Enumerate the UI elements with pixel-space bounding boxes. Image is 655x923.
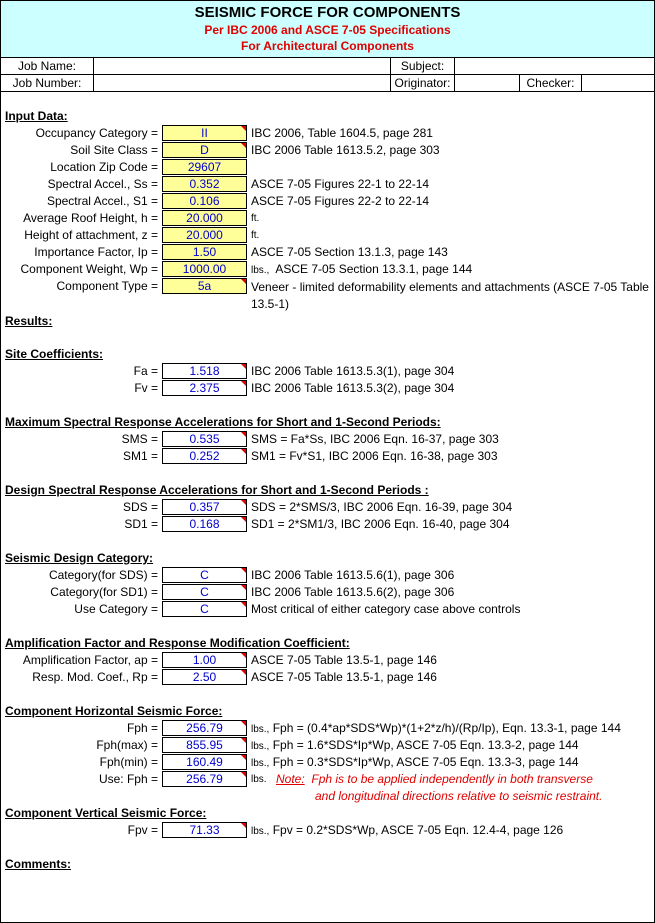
fa-label: Fa = bbox=[133, 364, 158, 378]
job-name-label: Job Name: bbox=[17, 59, 77, 73]
fpv-value: 71.33 bbox=[162, 822, 247, 838]
component-type-label: Component Type = bbox=[56, 279, 158, 293]
roof-height-input[interactable]: 20.000 bbox=[162, 210, 247, 226]
fph-label: Fph = bbox=[126, 721, 158, 735]
soil-class-input[interactable]: D bbox=[162, 142, 247, 158]
fa-ref: IBC 2006 Table 1613.5.3(1), page 304 bbox=[251, 364, 455, 378]
sd1-ref: SD1 = 2*SM1/3, IBC 2006 Eqn. 16-40, page 304 bbox=[251, 517, 510, 531]
fph-ref-text: Fph = (0.4*ap*SDS*Wp)*(1+2*z/h)/(Rp/Ip), Eqn. 13.3-1, page 144 bbox=[272, 721, 621, 735]
input-data-heading: Input Data: bbox=[5, 109, 68, 123]
fpv-label: Fpv = bbox=[127, 823, 158, 837]
importance-factor-ref: ASCE 7-05 Section 13.1.3, page 143 bbox=[251, 245, 448, 259]
component-weight-ref-text: ASCE 7-05 Section 13.3.1, page 144 bbox=[275, 262, 473, 276]
fpv-ref bbox=[251, 823, 563, 837]
horizontal-force-heading: Component Horizontal Seismic Force: bbox=[5, 704, 223, 718]
fpv-ref-text: Fpv = 0.2*SDS*Wp, ASCE 7-05 Eqn. 12.4-4, page 126 bbox=[272, 823, 564, 837]
results-heading: Results: bbox=[5, 314, 53, 328]
subject-field[interactable] bbox=[454, 58, 654, 74]
ap-ref: ASCE 7-05 Table 13.5-1, page 146 bbox=[251, 653, 437, 667]
sds-value: 0.357 bbox=[162, 499, 247, 515]
category-sds-value: C bbox=[162, 567, 247, 583]
page-title: SEISMIC FORCE FOR COMPONENTS bbox=[194, 4, 461, 21]
category-sds-label: Category(for SDS) = bbox=[48, 568, 158, 582]
sds-ref: SDS = 2*SMS/3, IBC 2006 Eqn. 16-39, page 304 bbox=[251, 500, 513, 514]
category-sds-ref: IBC 2006 Table 1613.5.6(1), page 306 bbox=[251, 568, 455, 582]
importance-factor-input[interactable]: 1.50 bbox=[162, 244, 247, 260]
zip-code-input[interactable]: 29607 bbox=[162, 159, 247, 175]
use-category-ref: Most critical of either category case above controls bbox=[251, 602, 521, 616]
fph-min-ref bbox=[251, 755, 579, 769]
use-fph-unit: lbs. bbox=[251, 774, 267, 785]
ap-value: 1.00 bbox=[162, 652, 247, 668]
site-coefficients-heading: Site Coefficients: bbox=[5, 347, 104, 361]
fph-note-label: Note: bbox=[276, 772, 305, 786]
fph-max-label: Fph(max) = bbox=[96, 738, 158, 752]
fv-ref: IBC 2006 Table 1613.5.3(2), page 304 bbox=[251, 381, 455, 395]
vertical-force-heading: Component Vertical Seismic Force: bbox=[5, 806, 207, 820]
fph-note bbox=[276, 772, 593, 786]
job-number-label: Job Number: bbox=[12, 76, 82, 90]
category-sd1-value: C bbox=[162, 584, 247, 600]
component-weight-input[interactable]: 1000.00 bbox=[162, 261, 247, 277]
fph-max-ref-text: Fph = 1.6*SDS*Ip*Wp, ASCE 7-05 Eqn. 13.3-2, page 144 bbox=[272, 738, 579, 752]
component-type-input[interactable]: 5a bbox=[162, 278, 247, 294]
job-name-field[interactable] bbox=[93, 58, 390, 74]
fa-value: 1.518 bbox=[162, 363, 247, 379]
fph-ref bbox=[251, 721, 621, 735]
s1-label: Spectral Accel., S1 = bbox=[46, 194, 158, 208]
max-spectral-heading: Maximum Spectral Response Accelerations for Short and 1-Second Periods: bbox=[5, 415, 441, 429]
sms-value: 0.535 bbox=[162, 431, 247, 447]
fph-note-line1: Fph is to be applied independently in both transverse bbox=[311, 772, 593, 786]
category-sd1-label: Category(for SD1) = bbox=[50, 585, 158, 599]
attach-height-input[interactable]: 20.000 bbox=[162, 227, 247, 243]
s1-ref: ASCE 7-05 Figures 22-2 to 22-14 bbox=[251, 194, 430, 208]
zip-code-label: Location Zip Code = bbox=[50, 160, 158, 174]
checker-field[interactable] bbox=[581, 75, 654, 91]
ss-input[interactable]: 0.352 bbox=[162, 176, 247, 192]
sm1-value: 0.252 bbox=[162, 448, 247, 464]
roof-height-label: Average Roof Height, h = bbox=[23, 211, 158, 225]
soil-class-label: Soil Site Class = bbox=[70, 143, 158, 157]
roof-height-unit: ft. bbox=[251, 213, 260, 224]
use-fph-value: 256.79 bbox=[162, 771, 247, 787]
fph-min-value: 160.49 bbox=[162, 754, 247, 770]
s1-input[interactable]: 0.106 bbox=[162, 193, 247, 209]
fv-label: Fv = bbox=[134, 381, 158, 395]
checker-label: Checker: bbox=[519, 75, 581, 91]
fph-min-label: Fph(min) = bbox=[99, 755, 158, 769]
fv-value: 2.375 bbox=[162, 380, 247, 396]
page-subtitle: Per IBC 2006 and ASCE 7-05 Specifications bbox=[204, 23, 451, 37]
fph-max-value: 855.95 bbox=[162, 737, 247, 753]
category-sd1-ref: IBC 2006 Table 1613.5.6(2), page 306 bbox=[251, 585, 455, 599]
fph-max-ref bbox=[251, 738, 579, 752]
component-weight-unit: lbs., bbox=[251, 265, 270, 276]
fph-min-ref-text: Fph = 0.3*SDS*Ip*Wp, ASCE 7-05 Eqn. 13.3-3, page 144 bbox=[272, 755, 579, 769]
rp-value: 2.50 bbox=[162, 669, 247, 685]
occupancy-input[interactable]: II bbox=[162, 125, 247, 141]
use-fph-label: Use: Fph = bbox=[98, 772, 158, 786]
importance-factor-label: Importance Factor, Ip = bbox=[34, 245, 158, 259]
sheet-header bbox=[1, 1, 654, 58]
originator-field[interactable] bbox=[454, 75, 519, 91]
job-row-1 bbox=[1, 58, 654, 75]
occupancy-label: Occupancy Category = bbox=[35, 126, 158, 140]
attach-height-unit: ft. bbox=[251, 230, 260, 241]
use-category-value: C bbox=[162, 601, 247, 617]
component-weight-ref bbox=[251, 262, 472, 276]
page-subtitle-2: For Architectural Components bbox=[241, 39, 414, 53]
rp-label: Resp. Mod. Coef., Rp = bbox=[32, 670, 158, 684]
sdc-heading: Seismic Design Category: bbox=[5, 551, 154, 565]
attach-height-label: Height of attachment, z = bbox=[24, 228, 158, 242]
comments-heading: Comments: bbox=[5, 857, 72, 871]
rp-ref: ASCE 7-05 Table 13.5-1, page 146 bbox=[251, 670, 437, 684]
ss-ref: ASCE 7-05 Figures 22-1 to 22-14 bbox=[251, 177, 430, 191]
sm1-label: SM1 = bbox=[122, 449, 158, 463]
design-spectral-heading: Design Spectral Response Accelerations for Short and 1-Second Periods : bbox=[5, 483, 429, 497]
ss-label: Spectral Accel., Ss = bbox=[47, 177, 158, 191]
use-category-label: Use Category = bbox=[74, 602, 158, 616]
amplification-heading: Amplification Factor and Response Modification Coefficient: bbox=[5, 636, 350, 650]
sm1-ref: SM1 = Fv*S1, IBC 2006 Eqn. 16-38, page 303 bbox=[251, 449, 498, 463]
job-number-field[interactable] bbox=[93, 75, 390, 91]
soil-class-ref: IBC 2006 Table 1613.5.2, page 303 bbox=[251, 143, 440, 157]
sd1-value: 0.168 bbox=[162, 516, 247, 532]
sms-label: SMS = bbox=[121, 432, 158, 446]
job-row-2 bbox=[1, 75, 654, 92]
component-type-ref: Veneer - limited deformability elements and attachments (ASCE 7-05 Table 13.5-1) bbox=[251, 280, 649, 311]
fph-max-unit: lbs., bbox=[251, 741, 270, 752]
fph-min-unit: lbs., bbox=[251, 758, 270, 769]
fpv-unit: lbs., bbox=[251, 826, 270, 837]
originator-label: Originator: bbox=[390, 75, 454, 91]
sms-ref: SMS = Fa*Ss, IBC 2006 Eqn. 16-37, page 303 bbox=[251, 432, 499, 446]
sd1-label: SD1 = bbox=[124, 517, 158, 531]
fph-value: 256.79 bbox=[162, 720, 247, 736]
component-weight-label: Component Weight, Wp = bbox=[20, 262, 158, 276]
comments-area[interactable] bbox=[5, 875, 650, 917]
ap-label: Amplification Factor, ap = bbox=[22, 653, 158, 667]
fph-note-line2: and longitudinal directions relative to seismic restraint. bbox=[315, 789, 603, 803]
fph-unit: lbs., bbox=[251, 724, 270, 735]
subject-label: Subject: bbox=[390, 58, 454, 74]
sds-label: SDS = bbox=[122, 500, 158, 514]
occupancy-ref: IBC 2006, Table 1604.5, page 281 bbox=[251, 126, 433, 140]
